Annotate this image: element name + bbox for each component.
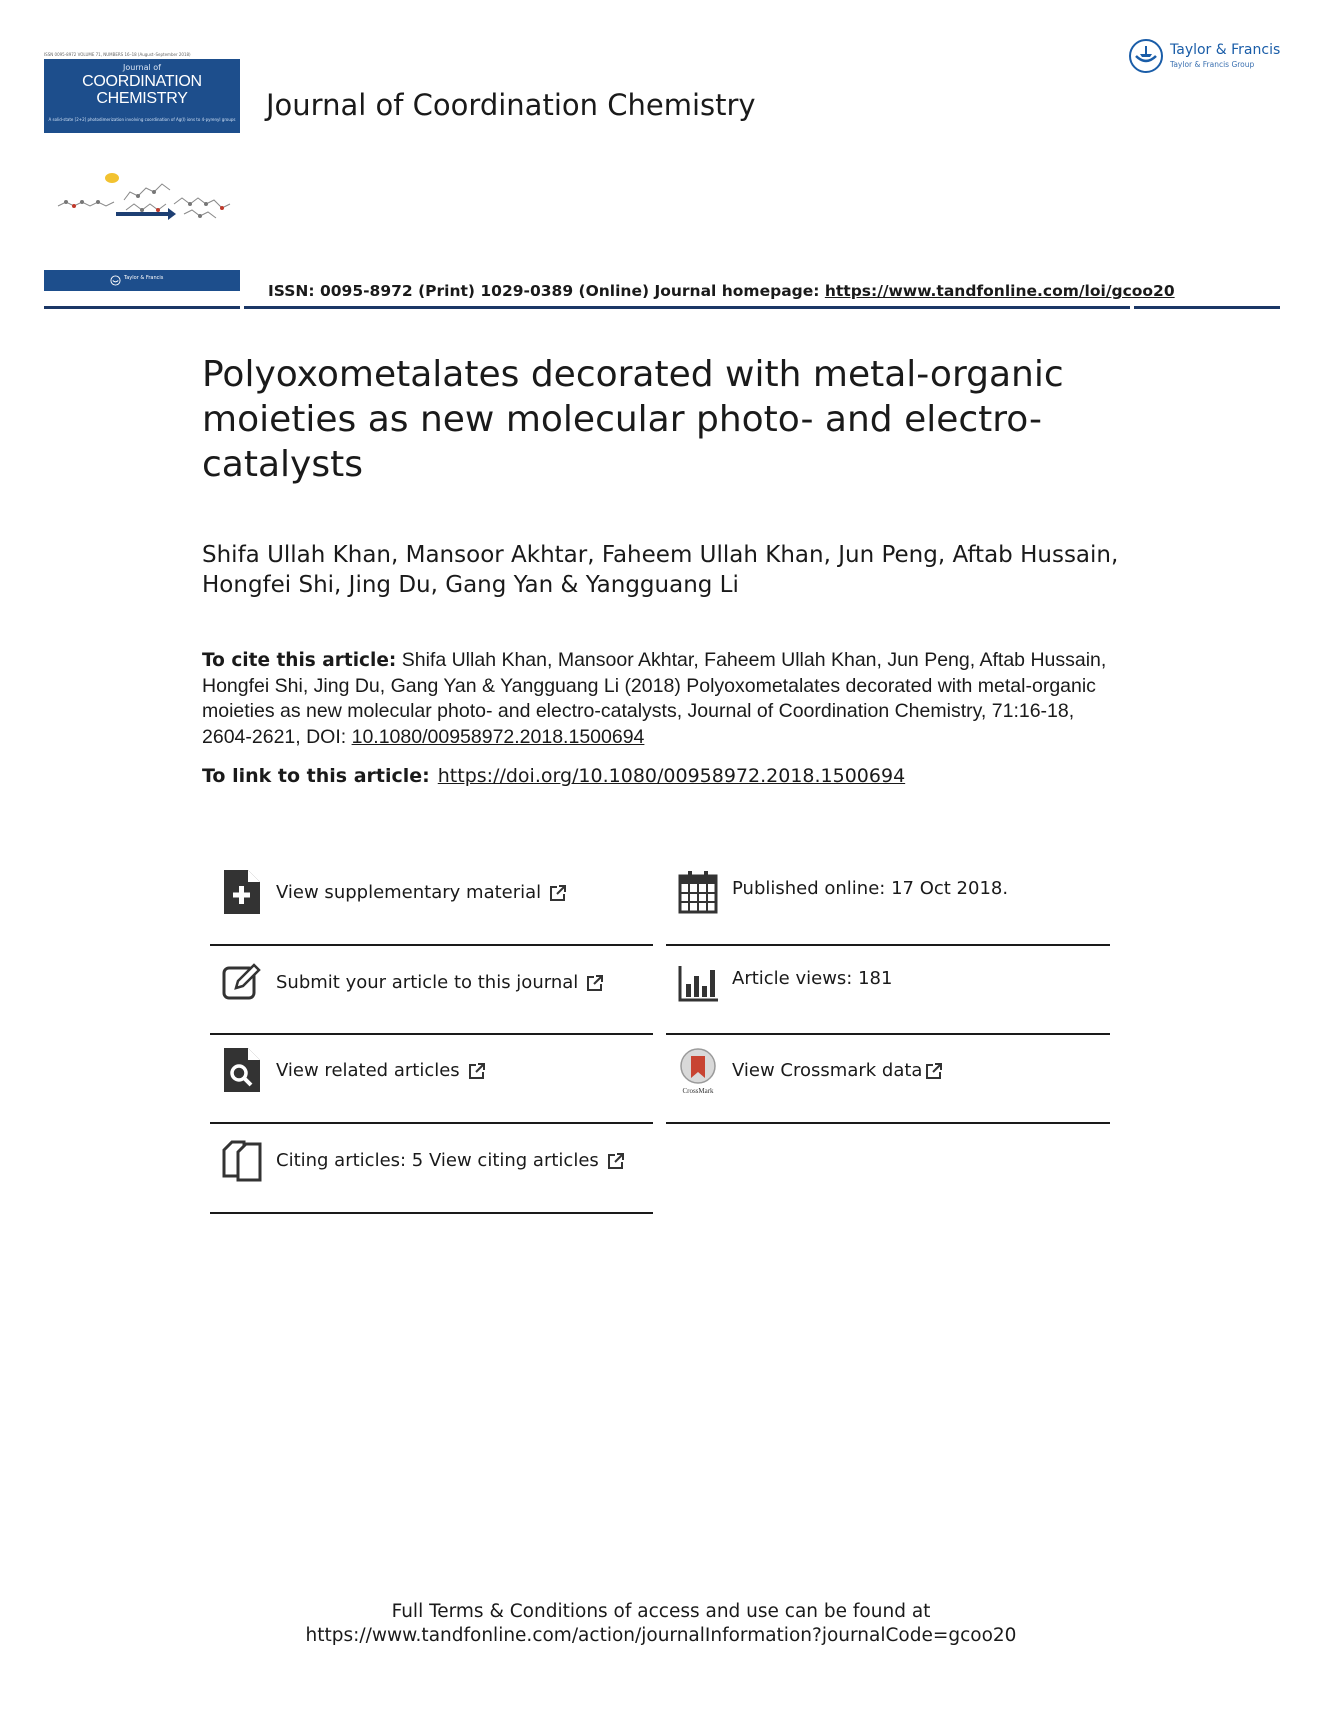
related-label: View related articles bbox=[276, 1060, 460, 1081]
search-document-icon bbox=[222, 1048, 262, 1092]
external-link-icon bbox=[468, 1062, 486, 1080]
header-divider bbox=[44, 306, 1280, 309]
publisher-name: Taylor & Francis bbox=[1170, 42, 1281, 58]
cover-journal-of: Journal of bbox=[123, 63, 161, 72]
terms-footer bbox=[0, 1600, 1322, 1648]
citing-label: Citing articles: 5 View citing articles bbox=[276, 1150, 599, 1171]
article-authors: Shifa Ullah Khan, Mansoor Akhtar, Faheem Ullah Khan, Jun Peng, Aftab Hussain, Hongfei Shi, Jing Du, Gang Yan & Yangguang Li bbox=[202, 542, 1119, 598]
cover-molecule-illustration bbox=[54, 170, 234, 232]
article-doi-link[interactable]: https://doi.org/10.1080/00958972.2018.1500694 bbox=[437, 765, 906, 787]
crossmark-label: View Crossmark data bbox=[732, 1060, 923, 1081]
cover-footer-band bbox=[44, 270, 240, 291]
cite-doi-link[interactable]: 10.1080/00958972.2018.1500694 bbox=[351, 725, 645, 748]
supplementary-material-link[interactable] bbox=[212, 870, 652, 918]
cite-text: Shifa Ullah Khan, Mansoor Akhtar, Faheem Ullah Khan, Jun Peng, Aftab Hussain, Hongfei Shi, Jing Du, Gang Yan & Yangguang Li (2018) Polyoxometalates decorated with metal-organic moieties as new molecular photo- and electro-catalysts, Journal of Coordination Chemistry, 71:16-18, 2604-2621, DOI: bbox=[202, 649, 1107, 748]
external-link-icon bbox=[607, 1152, 625, 1170]
edit-icon bbox=[222, 960, 262, 1004]
related-articles-link[interactable] bbox=[212, 1048, 652, 1096]
published-online-info bbox=[668, 870, 1108, 918]
crossmark-icon bbox=[678, 1048, 718, 1092]
cover-subtitle: A solid-state [2+2] photodimerization involving coordination of Ag(I) ions to 4-pyrenyl groups bbox=[48, 117, 236, 122]
info-divider bbox=[666, 1033, 1110, 1035]
issn-line bbox=[268, 282, 1175, 300]
citing-articles-link[interactable] bbox=[212, 1138, 652, 1186]
cover-title-band bbox=[44, 59, 240, 133]
views-label: Article views: 181 bbox=[732, 968, 893, 989]
info-divider bbox=[210, 1122, 653, 1124]
info-divider bbox=[210, 944, 653, 946]
journal-homepage-link[interactable]: https://www.tandfonline.com/loi/gcoo20 bbox=[824, 282, 1175, 300]
submit-article-link[interactable] bbox=[212, 960, 652, 1008]
external-link-icon bbox=[586, 974, 604, 992]
info-divider bbox=[210, 1212, 653, 1214]
cite-label: To cite this article: bbox=[202, 650, 397, 671]
document-plus-icon bbox=[222, 870, 262, 914]
copy-documents-icon bbox=[222, 1138, 262, 1182]
article-views-info bbox=[668, 960, 1108, 1008]
cover-publisher-icon bbox=[110, 275, 121, 286]
journal-cover[interactable] bbox=[44, 52, 240, 292]
external-link-icon bbox=[549, 884, 567, 902]
submit-label: Submit your article to this journal bbox=[276, 972, 579, 993]
cover-top-line: ISSN 0095-8972 VOLUME 71, NUMBERS 16–18 (August–September 2018) bbox=[44, 52, 191, 57]
cover-title-line1: COORDINATION bbox=[82, 73, 202, 90]
cover-title-line2: CHEMISTRY bbox=[96, 90, 188, 107]
supplementary-label: View supplementary material bbox=[276, 882, 542, 903]
info-divider bbox=[666, 1122, 1110, 1124]
crossmark-badge-label: CrossMark bbox=[682, 1087, 714, 1095]
taylor-francis-icon bbox=[1128, 38, 1164, 74]
issn-text: ISSN: 0095-8972 (Print) 1029-0389 (Online) Journal homepage: bbox=[268, 282, 825, 300]
terms-line: Full Terms & Conditions of access and use can be found at bbox=[391, 1601, 931, 1622]
info-divider bbox=[666, 944, 1110, 946]
citation-block bbox=[202, 648, 1122, 750]
article-title: Polyoxometalates decorated with metal-organic moieties as new molecular photo- and electro-catalysts bbox=[202, 354, 1064, 485]
link-label: To link to this article: bbox=[202, 765, 430, 787]
cover-publisher-text: Taylor & Francis bbox=[124, 275, 164, 281]
published-label: Published online: 17 Oct 2018. bbox=[732, 878, 1009, 899]
calendar-icon bbox=[678, 870, 718, 914]
publisher-logo[interactable] bbox=[1128, 38, 1284, 78]
crossmark-link[interactable] bbox=[668, 1048, 1108, 1100]
external-link-icon bbox=[925, 1062, 943, 1080]
journal-title: Journal of Coordination Chemistry bbox=[266, 88, 756, 122]
info-divider bbox=[210, 1033, 653, 1035]
article-link-line bbox=[202, 765, 905, 787]
bar-chart-icon bbox=[678, 960, 718, 1004]
terms-url[interactable]: https://www.tandfonline.com/action/journalInformation?journalCode=gcoo20 bbox=[305, 1625, 1017, 1646]
publisher-group: Taylor & Francis Group bbox=[1170, 60, 1255, 69]
